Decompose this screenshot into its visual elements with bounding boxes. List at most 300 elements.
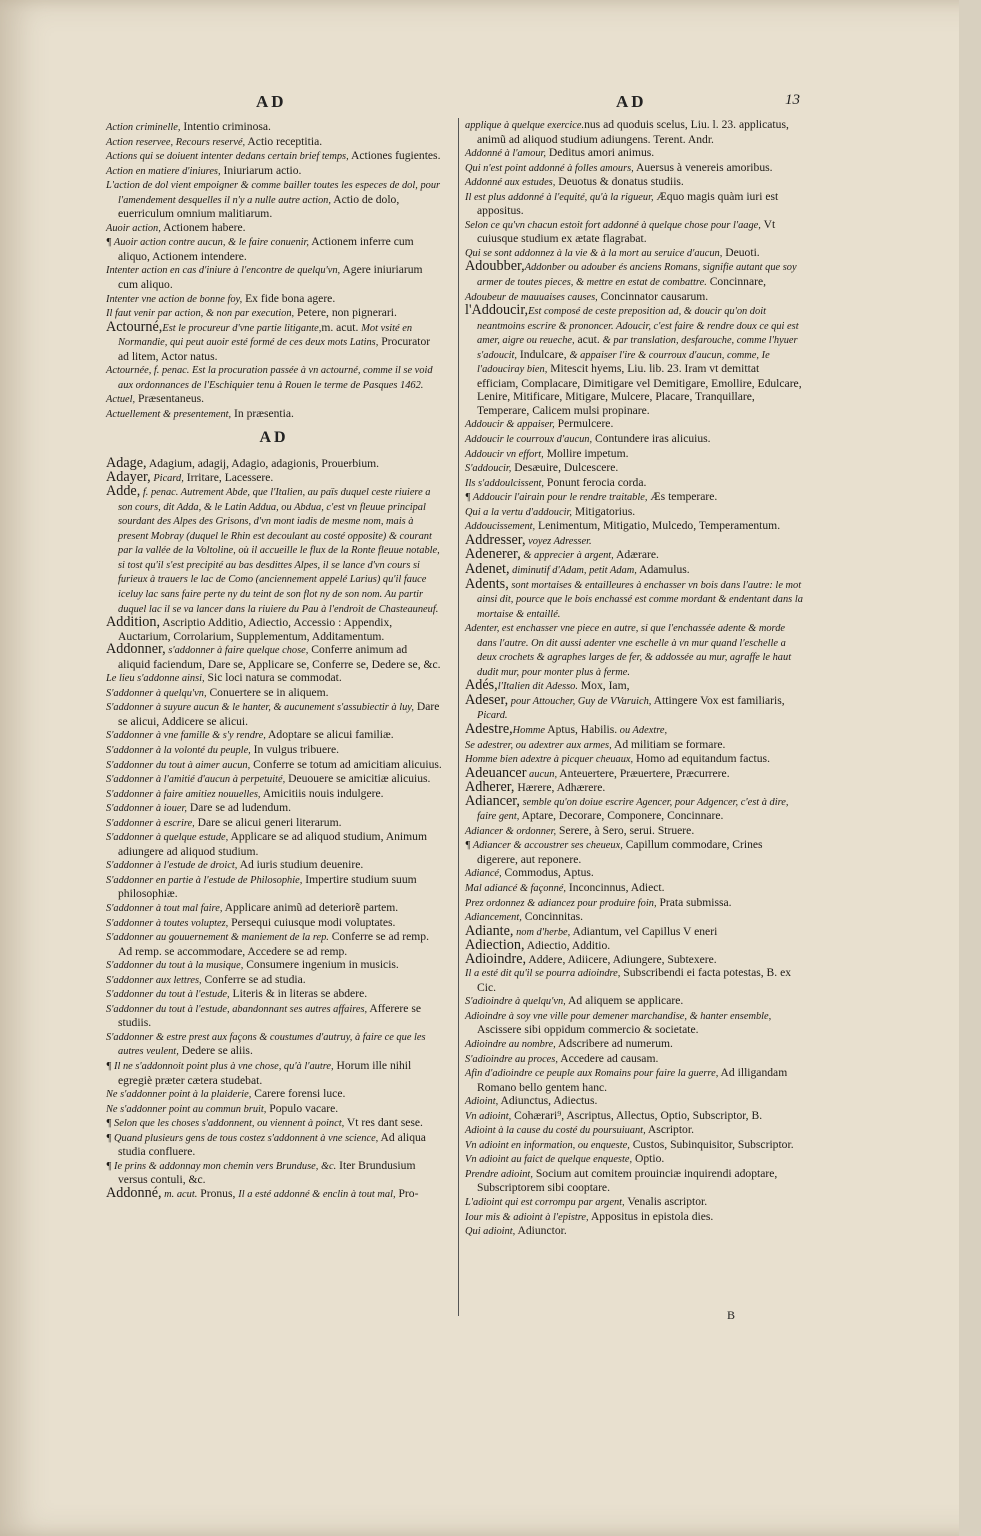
- dictionary-entry: [465, 417, 803, 432]
- latin-text: Adiectio, Additio.: [524, 939, 611, 953]
- french-text: Est composé de ceste preposition ad, & doucir qu'on doit neantmoins escrire & prononcer. Adoucir, c'est faire & rendre doux ce qui est amer, aigre ou reueche,: [477, 306, 799, 347]
- dictionary-entry: [465, 824, 803, 839]
- latin-text: Irritare, Lacessere.: [183, 470, 274, 484]
- dictionary-entry: [106, 1087, 442, 1102]
- french-text: Vn adioint au faict de quelque enqueste,: [465, 1154, 633, 1166]
- dictionary-entry: [106, 671, 442, 686]
- latin-text: Amicitiis nouis indulgere.: [260, 786, 384, 800]
- latin-text: Petere, non pignerari.: [294, 306, 397, 320]
- latin-text: Æquo magis quàm iuri est appositus.: [477, 189, 779, 218]
- page-number: 13: [785, 92, 800, 108]
- french-text: S'addonner à tout mal faire,: [106, 902, 223, 914]
- latin-text: Mitescit hyems, Liu. lib. 23.: [547, 362, 685, 376]
- french-text: Vn adioint en information, ou enqueste,: [465, 1139, 630, 1151]
- entry-headword: Adioindre,: [465, 950, 527, 967]
- entry-headword: Adiancer,: [465, 792, 520, 809]
- latin-text: Concinnator causarum.: [597, 289, 709, 303]
- dictionary-entry: [106, 457, 442, 471]
- entry-headword: Adage,: [106, 455, 147, 472]
- french-text: ¶ Ie prins & addonnay mon chemin vers Brunduse, &c.: [106, 1160, 337, 1172]
- french-text: S'addonner à la volonté du peuple,: [106, 744, 251, 756]
- french-text: Adioint à la cause du costé du poursuiuant,: [465, 1125, 646, 1137]
- french-text: Actuel,: [106, 394, 136, 406]
- french-text: Action en matiere d'iniures,: [106, 165, 221, 177]
- dictionary-entry: [465, 461, 803, 476]
- french-text: Mot vsité en Normandie, qui peut auoir esté formé de ces deux mots Latins,: [118, 322, 413, 349]
- dictionary-entry: [106, 916, 442, 931]
- latin-text: nus ad quoduis scelus, Liu. l. 23. applicatus, animũ ad aliquod studium adiungens. Terent. Andr.: [477, 118, 789, 146]
- latin-text: Ascriptio Additio, Adiectio, Accessio : Appendix, Auctarium, Corrolarium, Supplementum, Additamentum.: [118, 616, 393, 643]
- entry-headword: Adeuancer: [465, 764, 527, 781]
- entry-headword: l'Addoucir,: [465, 302, 529, 319]
- dictionary-entry: [106, 485, 442, 616]
- dictionary-entry: [106, 263, 442, 291]
- dictionary-entry: [106, 1002, 442, 1030]
- french-text: Le lieu s'addonne ainsi,: [106, 673, 205, 685]
- french-text: Qui n'est point addonné à folles amours,: [465, 162, 634, 174]
- latin-text: Permulcere.: [554, 417, 614, 431]
- dictionary-entry: [106, 1030, 442, 1059]
- dictionary-entry: [465, 575, 803, 622]
- french-text: ¶ Adiancer & accoustrer ses cheueux,: [465, 840, 623, 852]
- dictionary-entry: [465, 118, 803, 146]
- entry-headword: Adherer,: [465, 779, 515, 796]
- french-text: Picard.: [477, 710, 508, 722]
- dictionary-entry: [465, 146, 803, 161]
- latin-text: Accedere ad causam.: [557, 1051, 659, 1065]
- dictionary-entry: [465, 1109, 803, 1124]
- latin-text: Ad aliquem se applicare.: [565, 994, 684, 1008]
- latin-text: Pronus,: [197, 1186, 239, 1200]
- french-text: Adioindre au nombre,: [465, 1039, 556, 1050]
- french-text: & appaiser l'ire & courroux d'aucun, comme, Ie l'adouciray bien,: [477, 349, 770, 376]
- dictionary-entry: [106, 164, 442, 179]
- french-text: Adoubeur de mauuaises causes,: [465, 291, 598, 303]
- latin-text: Ex fide bona agere.: [242, 291, 336, 305]
- french-text: Il a esté dit qu'il se pourra adioindre,: [465, 968, 621, 980]
- french-text: Prendre adioint,: [465, 1168, 533, 1180]
- french-text: Addonné aux estudes,: [465, 177, 556, 189]
- french-text: ¶ Selon que les choses s'addonnent, ou viennent à poinct,: [106, 1118, 345, 1130]
- french-text: Homme bien adextre à picquer cheuaux,: [465, 754, 634, 766]
- latin-text: In præsentia.: [231, 406, 294, 420]
- latin-text: Adagium, adagij, Adagio, adagionis, Prouerbium.: [146, 457, 380, 471]
- entry-headword: Adestre,: [465, 720, 513, 737]
- latin-text: Ponunt ferocia corda.: [544, 475, 647, 489]
- latin-text: Optio.: [632, 1152, 665, 1166]
- dictionary-entry: [106, 958, 442, 973]
- french-text: Adioint,: [465, 1096, 499, 1108]
- dictionary-entry: [465, 621, 803, 679]
- french-text: Addonné à l'amour,: [465, 148, 547, 160]
- dictionary-entry: [106, 392, 442, 407]
- french-text: S'addonner à iouer,: [106, 803, 188, 815]
- entry-headword: Addresser,: [465, 531, 526, 548]
- french-text: sont mortaises & entailleures à enchasser vn bois dans l'autre: le mot ainsi dit, pource que le bois enchassé est comme mordant & endentant dans la mortaise & entaillé.: [477, 579, 803, 620]
- latin-text: Æs temperare.: [647, 490, 718, 504]
- entry-headword: Adde,: [106, 483, 141, 500]
- french-text: S'addonner à quelque estude,: [106, 832, 229, 844]
- latin-text: Deuotus & donatus studiis.: [555, 175, 684, 189]
- latin-text: Actionem habere.: [160, 220, 246, 234]
- latin-text: Afferere se studiis.: [118, 1001, 421, 1030]
- dictionary-entry: [465, 966, 803, 994]
- dictionary-entry: [106, 772, 442, 787]
- latin-text: Horum ille nihil egregiè præter cætera studebat.: [118, 1059, 412, 1087]
- latin-text: Conuertere se in aliquem.: [206, 685, 329, 699]
- french-text: Action criminelle,: [106, 122, 181, 133]
- french-text: S'addonner du tout à aimer aucun,: [106, 759, 251, 771]
- french-text: Adiancer & ordonner,: [465, 825, 557, 837]
- french-text: L'adioint qui est corrompu par argent,: [465, 1197, 625, 1209]
- french-text: S'addonner à toutes voluptez,: [106, 917, 229, 929]
- latin-text: Adærare.: [613, 548, 659, 562]
- entry-headword: Adeser,: [465, 691, 509, 708]
- page-edge: [959, 0, 981, 1536]
- dictionary-entry: [465, 950, 803, 967]
- french-text: Action reservee, Recours reservé,: [106, 136, 246, 148]
- latin-text: Adoptare se alicui familiæ.: [265, 728, 394, 742]
- french-text: applique à quelque exercice.: [465, 120, 585, 131]
- latin-text: Impertire studium suum philosophiæ.: [118, 872, 417, 901]
- dictionary-entry: [106, 743, 442, 758]
- french-text: S'addonner à faire amitiez nouuelles,: [106, 788, 261, 800]
- latin-text: Aptus, Habilis.: [545, 722, 618, 736]
- french-text: Intenter vne action de bonne foy,: [106, 293, 243, 305]
- french-text: S'addonner en partie à l'estude de Philosophie,: [106, 874, 303, 886]
- dictionary-entry: [106, 149, 442, 164]
- french-text: S'addonner à l'estude de droict,: [106, 860, 238, 872]
- french-text: Addoucissement,: [465, 521, 536, 533]
- latin-text: Adiunctor.: [515, 1224, 567, 1238]
- left-column-bottom-entries: [106, 457, 442, 1201]
- latin-text: Iniuriarum actio.: [220, 163, 302, 177]
- latin-text: Dedere se aliis.: [178, 1044, 253, 1058]
- latin-text: Dare se alicui, Addicere se alicui.: [118, 700, 440, 728]
- french-text: semble qu'on doiue escrire Agencer, pour Adgencer, c'est à dire, faire gent,: [477, 796, 789, 823]
- dictionary-entry: [465, 218, 803, 246]
- dictionary-entry: [106, 135, 442, 150]
- french-text: l'Italien dit Adesso.: [497, 681, 578, 693]
- latin-text: Auersus à venereis amoribus.: [633, 160, 773, 174]
- dictionary-entry: [465, 720, 803, 738]
- entry-headword: Adés,: [465, 677, 498, 694]
- dictionary-entry: [465, 1066, 803, 1094]
- dictionary-entry: [465, 476, 803, 491]
- latin-text: Commodus, Aptus.: [501, 866, 594, 880]
- french-text: S'adioindre au proces,: [465, 1053, 558, 1065]
- dictionary-entry: [106, 700, 442, 728]
- french-text: Ils s'addoulcissent,: [465, 477, 544, 489]
- latin-text: Deuoti.: [722, 245, 760, 259]
- latin-text: Indulcare,: [517, 347, 570, 361]
- french-text: Qui se sont addonnez à la vie & à la mort au seruice d'aucun,: [465, 247, 723, 259]
- latin-text: Contundere iras alicuius.: [592, 432, 711, 446]
- dictionary-entry: [465, 764, 803, 782]
- latin-text: Serere, à Sero, serui. Struere.: [556, 823, 695, 837]
- entry-headword: Actourné,: [106, 318, 163, 335]
- latin-text: Mox, Iam,: [577, 679, 630, 693]
- dictionary-entry: [465, 1037, 803, 1052]
- dictionary-entry: [106, 830, 442, 858]
- latin-text: Populo vacare.: [266, 1101, 339, 1115]
- french-text: S'addonner du tout à la musique,: [106, 960, 244, 972]
- dictionary-entry: [106, 858, 442, 873]
- dictionary-entry: [106, 930, 442, 958]
- dictionary-entry: [106, 468, 442, 486]
- dictionary-entry: [106, 363, 442, 392]
- french-text: ¶ Il ne s'addonnoit point plus à vne chose, qu'à l'autre,: [106, 1061, 334, 1072]
- latin-text: Procurator ad litem,: [118, 335, 431, 363]
- french-text: Il a esté addonné & enclin à tout mal,: [238, 1188, 396, 1200]
- dictionary-entry: [106, 728, 442, 743]
- dictionary-entry: [465, 738, 803, 753]
- french-text: Adenter, est enchasser vne piece en autre, si que l'enchassée adente & morde dans l'autre. On dit aussi adenter vne eschelle à vn mur quand l'eschelle a deux crochets & agraphes larges de fer, & addossée au mur, agraffe le haut dudit mur, pour monter plus à ferme.: [465, 623, 792, 678]
- latin-text: Agere iniuriarum cum aliquo.: [118, 263, 423, 292]
- french-text: S'addoucir,: [465, 463, 512, 475]
- french-text: Actuellement & presentement,: [106, 408, 232, 420]
- dictionary-entry: [106, 1131, 442, 1159]
- latin-text: Hærere, Adhærere.: [514, 781, 606, 795]
- entry-headword: Adayer,: [106, 468, 151, 485]
- dictionary-entry: [106, 221, 442, 236]
- french-text: Ne s'addonner point à la plaiderie,: [106, 1089, 252, 1101]
- french-text: S'addonner à suyure aucun & le hanter, & aucunement s'assubiectir à luy,: [106, 702, 414, 714]
- latin-text: Desæuire, Dulcescere.: [511, 461, 619, 475]
- dictionary-entry: [465, 838, 803, 866]
- latin-text: Deditus amori animus.: [546, 146, 655, 160]
- entry-headword: Adiante,: [465, 922, 514, 939]
- dictionary-entry: [106, 686, 442, 701]
- latin-text: Concinnare,: [706, 275, 767, 289]
- latin-text: Venalis ascriptor.: [624, 1195, 708, 1209]
- dictionary-entry: [106, 987, 442, 1002]
- dictionary-entry: [465, 1094, 803, 1109]
- latin-text: Mollire impetum.: [543, 446, 629, 460]
- dictionary-entry: [106, 1102, 442, 1117]
- dictionary-entry: [465, 190, 803, 218]
- french-text: S'addonner à quelqu'vn,: [106, 687, 207, 699]
- french-text: S'adioindre à quelqu'vn,: [465, 996, 566, 1008]
- latin-text: Iram vt demittat efficiam, Complacare, Dimitigare vel Demitigare, Emollire, Edulcare, Lenire, Mitificare, Mitigare, Mulcere, Placare, Tranquillare, Temperare, Calicem mulsi propinare.: [477, 362, 802, 417]
- entry-headword: Adiection,: [465, 937, 525, 954]
- dictionary-entry: [465, 1052, 803, 1067]
- dictionary-entry: [106, 873, 442, 901]
- latin-text: Ascriptor.: [645, 1123, 694, 1137]
- latin-text: Ad militiam se formare.: [611, 737, 726, 751]
- french-text: S'addonner à vne famille & s'y rendre,: [106, 730, 266, 742]
- latin-text: Adiantum, vel Capillus V eneri: [570, 924, 718, 938]
- dictionary-entry: [106, 318, 442, 364]
- latin-text: Conferre animum ad aliquid faciendum, Dare se, Applicare se, Conferre se, Dedere se, &c.: [118, 643, 441, 671]
- dictionary-entry: [106, 1116, 442, 1131]
- latin-text: Aptare, Decorare, Componere, Concinnare.: [519, 809, 724, 823]
- latin-text: m. acut.: [321, 320, 362, 334]
- french-text: & apprecier à argent,: [520, 550, 614, 562]
- entry-headword: Addonner,: [106, 641, 166, 658]
- latin-text: Sic loci natura se commodat.: [204, 671, 342, 685]
- dictionary-entry: [465, 691, 803, 723]
- latin-text: Adamulus.: [636, 562, 690, 576]
- dictionary-entry: [106, 801, 442, 816]
- french-text: nom d'herbe,: [513, 926, 571, 938]
- dictionary-entry: [106, 758, 442, 773]
- french-text: Picard,: [150, 472, 184, 484]
- french-text: S'addonner au gouuernement & maniement de la rep.: [106, 932, 329, 944]
- latin-text: Concinnitas.: [521, 910, 584, 924]
- latin-text: Attingere Vox est familiaris,: [651, 693, 785, 707]
- latin-text: In vulgus tribuere.: [250, 742, 340, 756]
- french-text: Qui a la vertu d'addoucir,: [465, 506, 572, 518]
- french-text: voyez Adresser.: [525, 535, 592, 547]
- french-text: Homme: [512, 724, 545, 736]
- latin-text: Capillum commodare, Crines digerere, aut reponere.: [477, 838, 763, 866]
- dictionary-entry: [465, 505, 803, 520]
- dictionary-entry: [465, 161, 803, 176]
- right-running-head: AD: [616, 92, 647, 111]
- dictionary-entry: [465, 560, 803, 578]
- dictionary-entry: [465, 896, 803, 911]
- dictionary-entry: [465, 260, 803, 289]
- french-text: Adiancé,: [465, 868, 502, 880]
- latin-text: Mitigatorius.: [572, 504, 636, 518]
- latin-text: Intentio criminosa.: [180, 120, 271, 133]
- latin-text: Lenimentum, Mitigatio, Mulcedo, Temperamentum.: [535, 519, 781, 533]
- latin-text: Inconcinnus, Adiect.: [566, 880, 665, 894]
- dictionary-entry: [106, 787, 442, 802]
- right-column: [458, 118, 803, 1316]
- dictionary-entry: [106, 1159, 442, 1187]
- latin-text: Socium aut comitem prouinciæ inquirendi adoptare, Subscriptorem sibi cooptare.: [477, 1166, 778, 1195]
- french-text: Vn adioint,: [465, 1110, 512, 1122]
- french-text: L'action de dol vient empoigner & comme bailler toutes les especes de dol, pour l'amendement desquelles il n'y a nulle autre action,: [106, 180, 441, 206]
- latin-text: Carere forensi luce.: [251, 1087, 346, 1101]
- dictionary-entry: [106, 1184, 442, 1202]
- dictionary-entry: [106, 178, 442, 221]
- french-text: S'addonner du tout à l'estude, abandonnant ses autres affaires,: [106, 1003, 368, 1015]
- french-text: Auoir action,: [106, 222, 161, 234]
- french-text: S'addonner & estre prest aux façons & coustumes d'autruy, à faire ce que les autres veulent,: [106, 1031, 426, 1058]
- latin-text: Appositus in epistola dies.: [588, 1209, 714, 1223]
- latin-text: Custos, Subinquisitor, Subscriptor.: [629, 1137, 794, 1151]
- dictionary-entry: [465, 1210, 803, 1225]
- dictionary-entry: [465, 490, 803, 505]
- latin-text: Actiones fugientes.: [348, 149, 441, 163]
- dictionary-entry: [465, 866, 803, 881]
- latin-text: Actionem inferre cum aliquo, Actionem intendere.: [118, 235, 414, 263]
- latin-text: Deuouere se amicitiæ alicuius.: [285, 772, 431, 786]
- french-text: Addoucir & appaiser,: [465, 419, 555, 431]
- french-text: Intenter action en cas d'iniure à l'encontre de quelqu'vn,: [106, 265, 341, 277]
- right-column-entries: [465, 118, 803, 1239]
- dictionary-entry: [106, 616, 442, 643]
- dictionary-entry: [465, 432, 803, 447]
- entry-headword: Addition,: [106, 614, 160, 631]
- dictionary-entry: [106, 643, 442, 671]
- dictionary-entry: [106, 816, 442, 831]
- french-text: pour Attoucher, Guy de VVaruich,: [508, 695, 652, 707]
- french-text: Prez ordonnez & adiancez pour produire foin,: [465, 897, 657, 909]
- latin-text: Ad iuris studium deuenire.: [237, 858, 364, 872]
- dictionary-entry: [106, 407, 442, 422]
- left-running-head: AD: [256, 92, 287, 111]
- french-text: f. penac. Autrement Abde, que l'Italien, au païs duquel ceste riuiere a son cours, dit Adda, & le Latin Addua, ou Abdua, c'est vn fleuue principal sourdant des Alpes des Grisons, d'vn mont iadis de mesme nom, mais à present Mobray (duquel le Rhin est decoulant au costé opposite) & courant par la vallée de la Voltoline, où il accueille le flux de la Ronte fleuue notable, si tost qu'il s'est precipité au bas desdittes Alpes, il se lance d'vn cours si furieux à trauers le lac de Como (anciennement appelé Larius) qu'il fauce iceluy lac sans faire perte ny du teint de son flot ny de son nom. Au partir duquel lac il se va lancer dans la riuiere du Pau à l'endroit de Chasteauneuf.: [118, 487, 440, 615]
- latin-text: Cohærari⁹, Ascriptus, Allectus, Optio, Subscriptor, B.: [511, 1108, 763, 1122]
- french-text: Il faut venir par action, & non par execution,: [106, 308, 295, 320]
- latin-text: Ad illigandam Romano bello gentem hanc.: [477, 1066, 788, 1094]
- french-text: Actions qui se doiuent intenter dedans certain brief temps,: [106, 151, 349, 163]
- french-text: s'addonner à faire quelque chose,: [165, 645, 309, 657]
- dictionary-entry: [106, 901, 442, 916]
- french-text: S'addonner à l'amitié d'aucun à perpetuité,: [106, 774, 286, 786]
- french-text: S'addonner à escrire,: [106, 817, 195, 829]
- french-text: Ne s'addonner point au commun bruit,: [106, 1103, 267, 1115]
- latin-text: Actio de dolo, euerriculum omnium malitiarum.: [118, 192, 400, 221]
- latin-text: Adiunctus, Adiectus.: [498, 1094, 598, 1108]
- french-text: Adioindre à soy vne ville pour demener marchandise, & hanter ensemble,: [465, 1010, 772, 1022]
- dictionary-entry: [106, 235, 442, 263]
- latin-text: Persequi cuiusque modi voluptates.: [228, 915, 396, 929]
- latin-text: Conferre se ad studia.: [201, 972, 306, 986]
- latin-text: Iter Brundusium versus contuli, &c.: [118, 1158, 416, 1187]
- latin-text: acut.: [574, 333, 603, 347]
- french-text: m. acut.: [161, 1188, 198, 1200]
- entry-headword: Adoubber,: [465, 258, 525, 275]
- latin-text: Addere, Adiicere, Adiungere, Subtexere.: [526, 952, 717, 966]
- latin-text: Vt cuiusque studium ex ætate flagrabat.: [477, 217, 776, 246]
- latin-text: Consumere ingenium in musicis.: [243, 958, 399, 972]
- french-text: Se adestrer, ou adextrer aux armes,: [465, 739, 612, 751]
- french-text: aucun,: [526, 768, 558, 780]
- dictionary-entry: [465, 1195, 803, 1210]
- entry-headword: Adenerer,: [465, 546, 521, 563]
- french-text: Afin d'adioindre ce peuple aux Romains pour faire la guerre,: [465, 1068, 719, 1080]
- french-text: ¶ Quand plusieurs gens de tous costez s'addonnent à vne science,: [106, 1132, 379, 1144]
- french-text: diminutif d'Adam, petit Adam,: [509, 564, 637, 576]
- french-text: Selon ce qu'vn chacun estoit fort addonné à quelque chose pour l'aage,: [465, 219, 761, 231]
- dictionary-entry: [465, 910, 803, 925]
- latin-text: Actor natus.: [160, 349, 218, 363]
- dictionary-entry: [465, 548, 803, 563]
- french-text: S'addonner aux lettres,: [106, 974, 202, 986]
- latin-text: Applicare animũ ad deteriorẽ partem.: [222, 900, 399, 914]
- dictionary-entry: [465, 304, 803, 417]
- latin-text: Applicare se ad aliquod studium, Animum adiungere ad aliquod studium.: [118, 830, 427, 858]
- dictionary-entry: [465, 792, 803, 824]
- latin-text: Conferre se ad remp. Ad remp. se accommodare, Accedere se ad remp.: [118, 930, 430, 958]
- french-text: Iour mis & adioint à l'epistre,: [465, 1211, 589, 1223]
- french-text: Mal adiancé & façonné,: [465, 882, 566, 894]
- french-text: Addoucir vn effort,: [465, 448, 544, 460]
- dictionary-entry: [465, 1009, 803, 1037]
- dictionary-entry: [465, 994, 803, 1009]
- dictionary-entry: [465, 447, 803, 462]
- left-column: [106, 120, 442, 1201]
- signature-mark: B: [727, 1308, 736, 1322]
- french-text: & par translation, desfarouche, comme l'hyuer s'adoucit,: [477, 335, 798, 361]
- entry-headword: Adenet,: [465, 560, 510, 577]
- latin-text: Literis & in literas se abdere.: [229, 987, 368, 1001]
- section-heading: AD: [259, 429, 289, 447]
- latin-text: Præsentaneus.: [135, 392, 205, 406]
- latin-text: Ad aliqua studia confluere.: [118, 1130, 426, 1159]
- french-text: Actournée, f. penac. Est la procuration passée à vn actourné, comme il se void aux ordonnances de l'Eschiquier tenu à Rouen le terme de Pasques 1462.: [106, 365, 433, 391]
- latin-text: Dare se ad ludendum.: [187, 801, 292, 815]
- dictionary-entry: [465, 881, 803, 896]
- latin-text: Adscribere ad numerum.: [555, 1037, 673, 1050]
- dictionary-entry: [465, 679, 803, 694]
- french-text: ¶ Auoir action contre aucun, & le faire conuenir,: [106, 237, 310, 249]
